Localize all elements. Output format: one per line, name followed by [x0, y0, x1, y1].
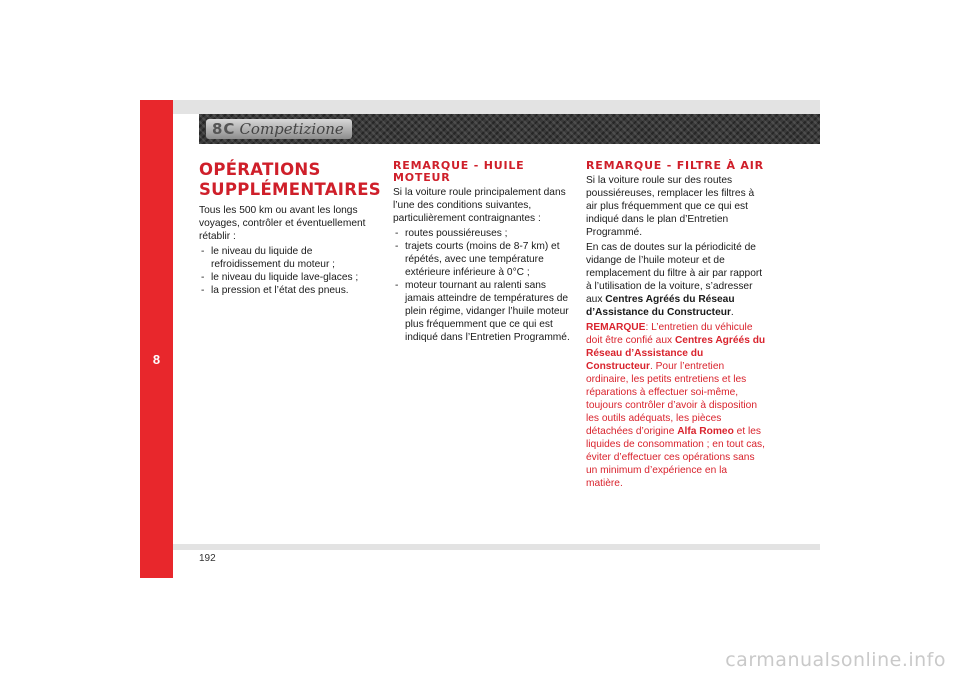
- list-item: - le niveau du liquide lave-glaces ;: [199, 271, 379, 284]
- paragraph: [586, 241, 766, 319]
- brand-logo: [206, 117, 352, 141]
- page-number: 192: [199, 553, 216, 564]
- header-gray-bar: [173, 100, 820, 114]
- note-label: REMARQUE: [586, 322, 646, 333]
- paragraph-end: .: [730, 307, 734, 318]
- list-item: - trajets courts (moins de 8-7 km) et répétés, avec une température extérieure inférieure à 0°C ;: [393, 240, 573, 279]
- logo-badge: [206, 119, 352, 139]
- section-intro: Si la voiture roule principalement dans l’une des conditions suivantes, particulièrement contraignantes :: [393, 187, 566, 224]
- chapter-number: 8: [152, 352, 161, 367]
- paragraph: Si la voiture roule sur des routes poussiéreuses, remplacer les filtres à air plus fréquemment que ce qui est indiqué dans le plan d’Entretien Programmé.: [586, 175, 755, 238]
- check-list: [199, 245, 379, 297]
- section-title: REMARQUE - HUILE MOTEUR: [393, 159, 525, 184]
- chapter-side-strip: [140, 100, 173, 578]
- section-intro: Tous les 500 km ou avant les longs voyages, contrôler et éventuellement rétablir :: [199, 205, 366, 242]
- paragraph-text: En cas de doutes sur la périodicité de vidange de l’huile moteur et de remplacement du filtre à air par rapport à l’utilisation de la voiture, s’adresser aux: [586, 242, 763, 305]
- service-network-name: Centres Agréés du Réseau d’Assistance du Constructeur: [586, 294, 735, 318]
- section-remarque-huile-moteur: [393, 160, 573, 344]
- note-text: et les liquides de consommation ; en tout cas, éviter d’effectuer ces opérations sans un minimum d’expérience en la matière.: [586, 426, 765, 489]
- watermark: carmanualsonline.info: [725, 649, 946, 671]
- service-network-name: Centres Agréés du Réseau d’Assistance du Constructeur: [586, 335, 766, 372]
- note-text: . Pour l’entretien ordinaire, les petits entretiens et les réparations à effectuer soi-même, toujours contrôler d’avoir à disposition les outils adéquats, les pièces détachées d’origine: [586, 361, 758, 437]
- list-item: - le niveau du liquide de refroidissement du moteur ;: [199, 245, 379, 271]
- list-item: - routes poussiéreuses ;: [393, 227, 573, 240]
- logo-script: Competizione: [239, 120, 344, 138]
- brand-name: Alfa Romeo: [677, 426, 734, 437]
- list-item: - la pression et l’état des pneus.: [199, 284, 379, 297]
- conditions-list: [393, 227, 573, 344]
- section-operations-supplementaires: [199, 160, 379, 297]
- section-title: OPÉRATIONS SUPPLÉMENTAIRES: [199, 160, 381, 199]
- maintenance-note: [586, 321, 766, 490]
- note-text: : L’entretien du véhicule doit être confié aux: [586, 322, 753, 346]
- section-title: REMARQUE - FILTRE À AIR: [586, 159, 764, 172]
- footer-gray-bar: [173, 544, 820, 550]
- section-remarque-filtre-air: [586, 160, 766, 492]
- logo-mark: 8C: [212, 120, 236, 138]
- list-item: - moteur tournant au ralenti sans jamais atteindre de températures de plein régime, vidanger l’huile moteur plus fréquemment que ce qui est indiqué dans l’Entretien Programmé.: [393, 279, 573, 344]
- header-banner: [199, 114, 820, 144]
